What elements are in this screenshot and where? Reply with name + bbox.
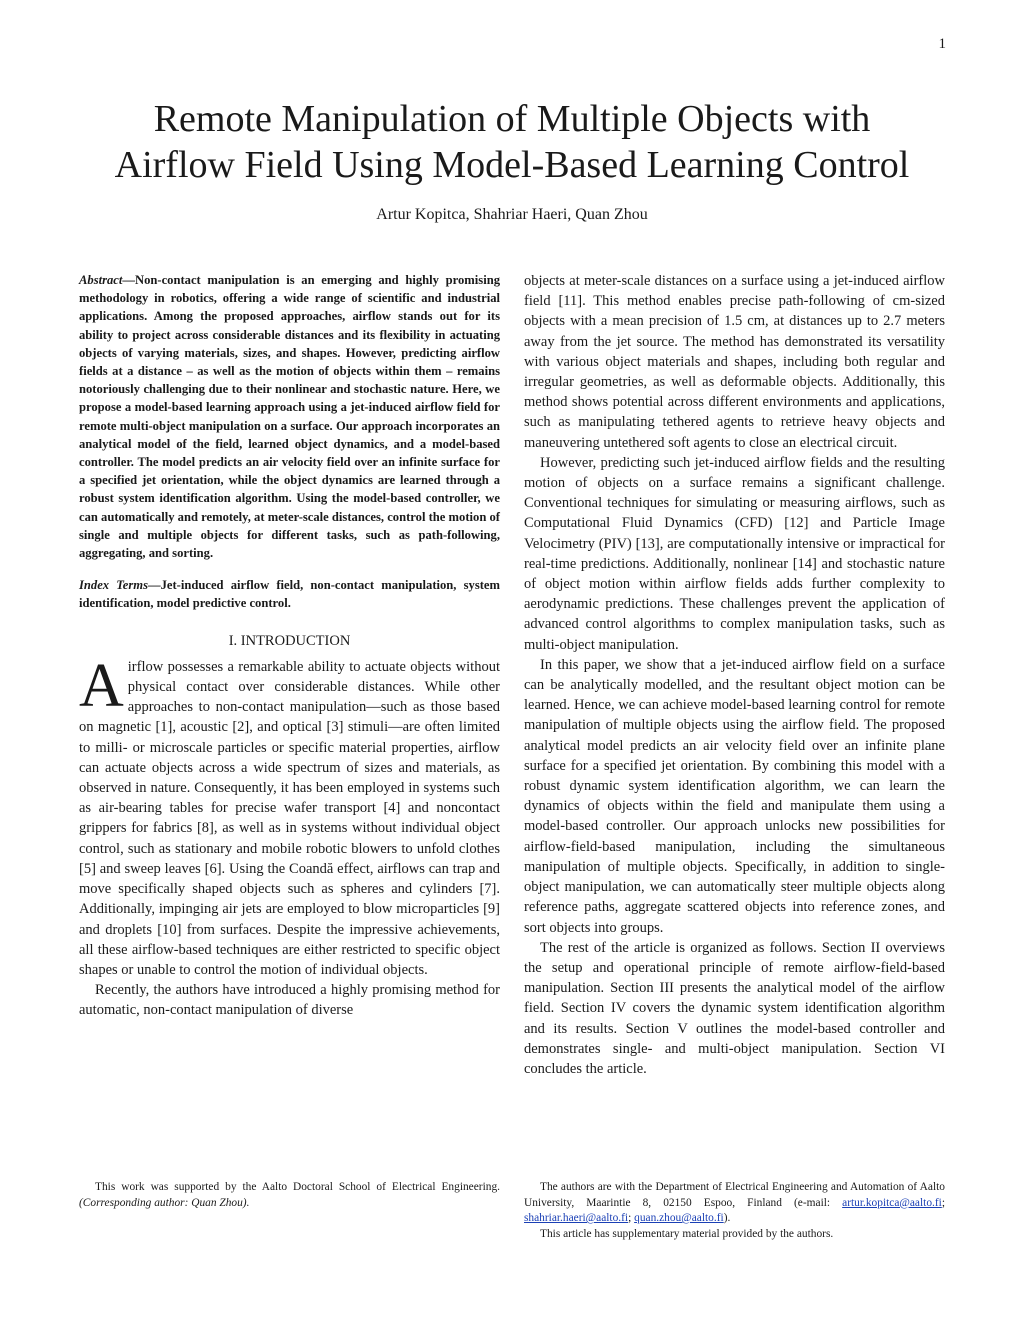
page-number: 1 — [938, 36, 946, 52]
intro-paragraph-4: In this paper, we show that a jet-induced airflow field on a surface can be analytically modelled, and the resultant object motion can be learned. Hence, we can achieve model-based learning control for remote manipulation of multiple objects using the airflow field. The proposed analytical model predicts an air velocity field over an infinite plane surface for a specified jet orientation. By combining this model with a robust dynamic system identification algorithm, we can learn the dynamics of objects within the field and manipulate them using a model-based controller. Our approach unlocks new possibilities for airflow-field-based manipulation, including the simultaneous manipulation of multiple objects. Specifically, in addition to single-object manipulation, we can automatically steer multiple objects along reference paths, aggregate scattered objects into reference zones, and sort objects into groups. — [524, 656, 945, 936]
email-link-zhou[interactable]: quan.zhou@aalto.fi — [634, 1212, 724, 1224]
intro-paragraph-3: However, predicting such jet-induced airflow fields and the resulting motion of objects on a surface remains a significant challenge. Conventional techniques for simulating or measuring airflows, such as Computational Fluid Dynamics (CFD) [12] and Particle Image Velocimetry (PIV) [13], are computationally intensive or impractical for real-time predictions. Additionally, nonlinear [14] and stochastic nature of object motion within airflow fields adds further complexity to aerodynamic predictions. These challenges prevent the application of advanced control algorithms to complex manipulation tasks, such as multi-object manipulation. — [524, 454, 945, 653]
intro-paragraph-2-continued: objects at meter-scale distances on a surface using a jet-induced airflow field [11]. This method enables precise path-following of cm-sized objects with a mean precision of 1.5 cm, at distances up to 2.7 meters away from the jet source. The method has demonstrated its versatility with various object materials and shapes, including both regular and irregular geometries, as well as deformable objects. Additionally, this method shows potential across different environments and applications, such as manipulating tethered agents to retrieve heavy objects and maneuvering untethered soft agents to close an electrical circuit. — [524, 273, 945, 451]
intro-paragraph-1-text: irflow possesses a remarkable ability to actuate objects without physical contact over considerable distances. While other approaches to non-contact manipulation—such as those based on magnetic [1], acoustic [2], and optical [3] stimuli—are often limited to milli- or microscale particles or specific material properties, airflow can actuate objects across a wide spectrum of sizes and materials, as observed in nature. Consequently, it has been employed in systems such as air-bearing tables for precise wafer transport [4] and noncontact grippers for fabrics [8], as well as in systems without individual object control, such as stationary and mobile robotic blowers to unfold clothes [5] and sweep leaves [6]. Using the Coandă effect, airflows can trap and move specifically shaped objects such as spheres and cylinders [7]. Additionally, impinging air jets are employed to blow microparticles [9] and droplets [10] from surfaces. Despite the impressive achievements, all these airflow-based techniques are either restricted to specific object shapes or unable to control the motion of individual objects. — [79, 658, 500, 978]
footnote-affiliation — [524, 1180, 945, 1242]
index-terms-label: Index Terms — [79, 578, 148, 593]
abstract-label: Abstract — [79, 273, 123, 287]
author-list: Artur Kopitca, Shahriar Haeri, Quan Zhou — [376, 206, 648, 223]
drop-cap: A — [79, 651, 124, 720]
email-link-haeri[interactable]: shahriar.haeri@aalto.fi — [524, 1212, 629, 1224]
title-line-1: Remote Manipulation of Multiple Objects with — [153, 98, 871, 140]
abstract — [79, 271, 500, 562]
intro-paragraph-1 — [79, 651, 500, 980]
funding-note — [79, 1180, 500, 1211]
paper-title — [0, 96, 1024, 188]
affiliation-note: The authors are with the Department of Electrical Engineering and Automation of Aalto University, Maarintie 8, 02150 Espoo, Finland (e-mail: artur.kopitca@aalto.fi; shahriar.haeri@aalto.fi; quan.zhou@aalto.fi). — [524, 1181, 945, 1224]
index-terms — [79, 576, 500, 612]
index-terms-text: —Jet-induced airflow field, non-contact manipulation, system identification, model predictive control. — [79, 578, 500, 611]
title-line-2: Airflow Field Using Model-Based Learning Control — [114, 144, 910, 186]
intro-paragraph-5: The rest of the article is organized as follows. Section II overviews the setup and operational principle of remote airflow-field-based manipulation. Section III presents the analytical model of the airflow field. Section IV covers the dynamic system identification algorithm and its results. Section V outlines the model-based controller and demonstrates single- and multi-object manipulation. Section VI concludes the article. — [524, 939, 945, 1077]
supplementary-note: This article has supplementary material provided by the authors. — [540, 1227, 834, 1240]
corresponding-author: (Corresponding author: Quan Zhou). — [79, 1196, 250, 1209]
email-link-kopitca[interactable]: artur.kopitca@aalto.fi — [842, 1196, 942, 1209]
funding-text: This work was supported by the Aalto Doctoral School of Electrical Engineering. — [95, 1181, 500, 1193]
abstract-text: —Non-contact manipulation is an emerging and highly promising methodology in robotics, offering a wide range of scientific and industrial applications. Among the proposed approaches, airflow stands out for its ability to project across considerable distances and its flexibility in actuating objects of varying materials, sizes, and shapes. However, predicting airflow fields at a distance – as well as the motion of objects within them – remains notoriously challenging due to their nonlinear and stochastic nature. Here, we propose a model-based learning approach using a jet-induced airflow field for remote multi-object manipulation on a surface. Our approach incorporates an analytical model of the field, learned object dynamics, and a model-based controller. The model predicts an air velocity field over an infinite surface for a specified jet orientation, while the object dynamics are learned through a robust system identification algorithm. Using the model-based controller, we can automatically and remotely, at meter-scale distances, control the motion of single and multiple objects for different tasks, such as path-following, aggregating, and sorting. — [79, 273, 500, 561]
footnote-funding — [79, 1180, 500, 1211]
section-heading-introduction: I. INTRODUCTION — [228, 632, 351, 649]
left-column — [79, 271, 500, 1021]
affiliation-text: The authors are with the Department of Electrical Engineering and Automation of Aalto University, Maarintie 8, 02150 Espoo, Finland (e-mail: — [524, 1181, 945, 1209]
right-column — [524, 271, 945, 1079]
intro-paragraph-2: Recently, the authors have introduced a highly promising method for automatic, non-contact manipulation of diverse — [79, 982, 500, 1019]
